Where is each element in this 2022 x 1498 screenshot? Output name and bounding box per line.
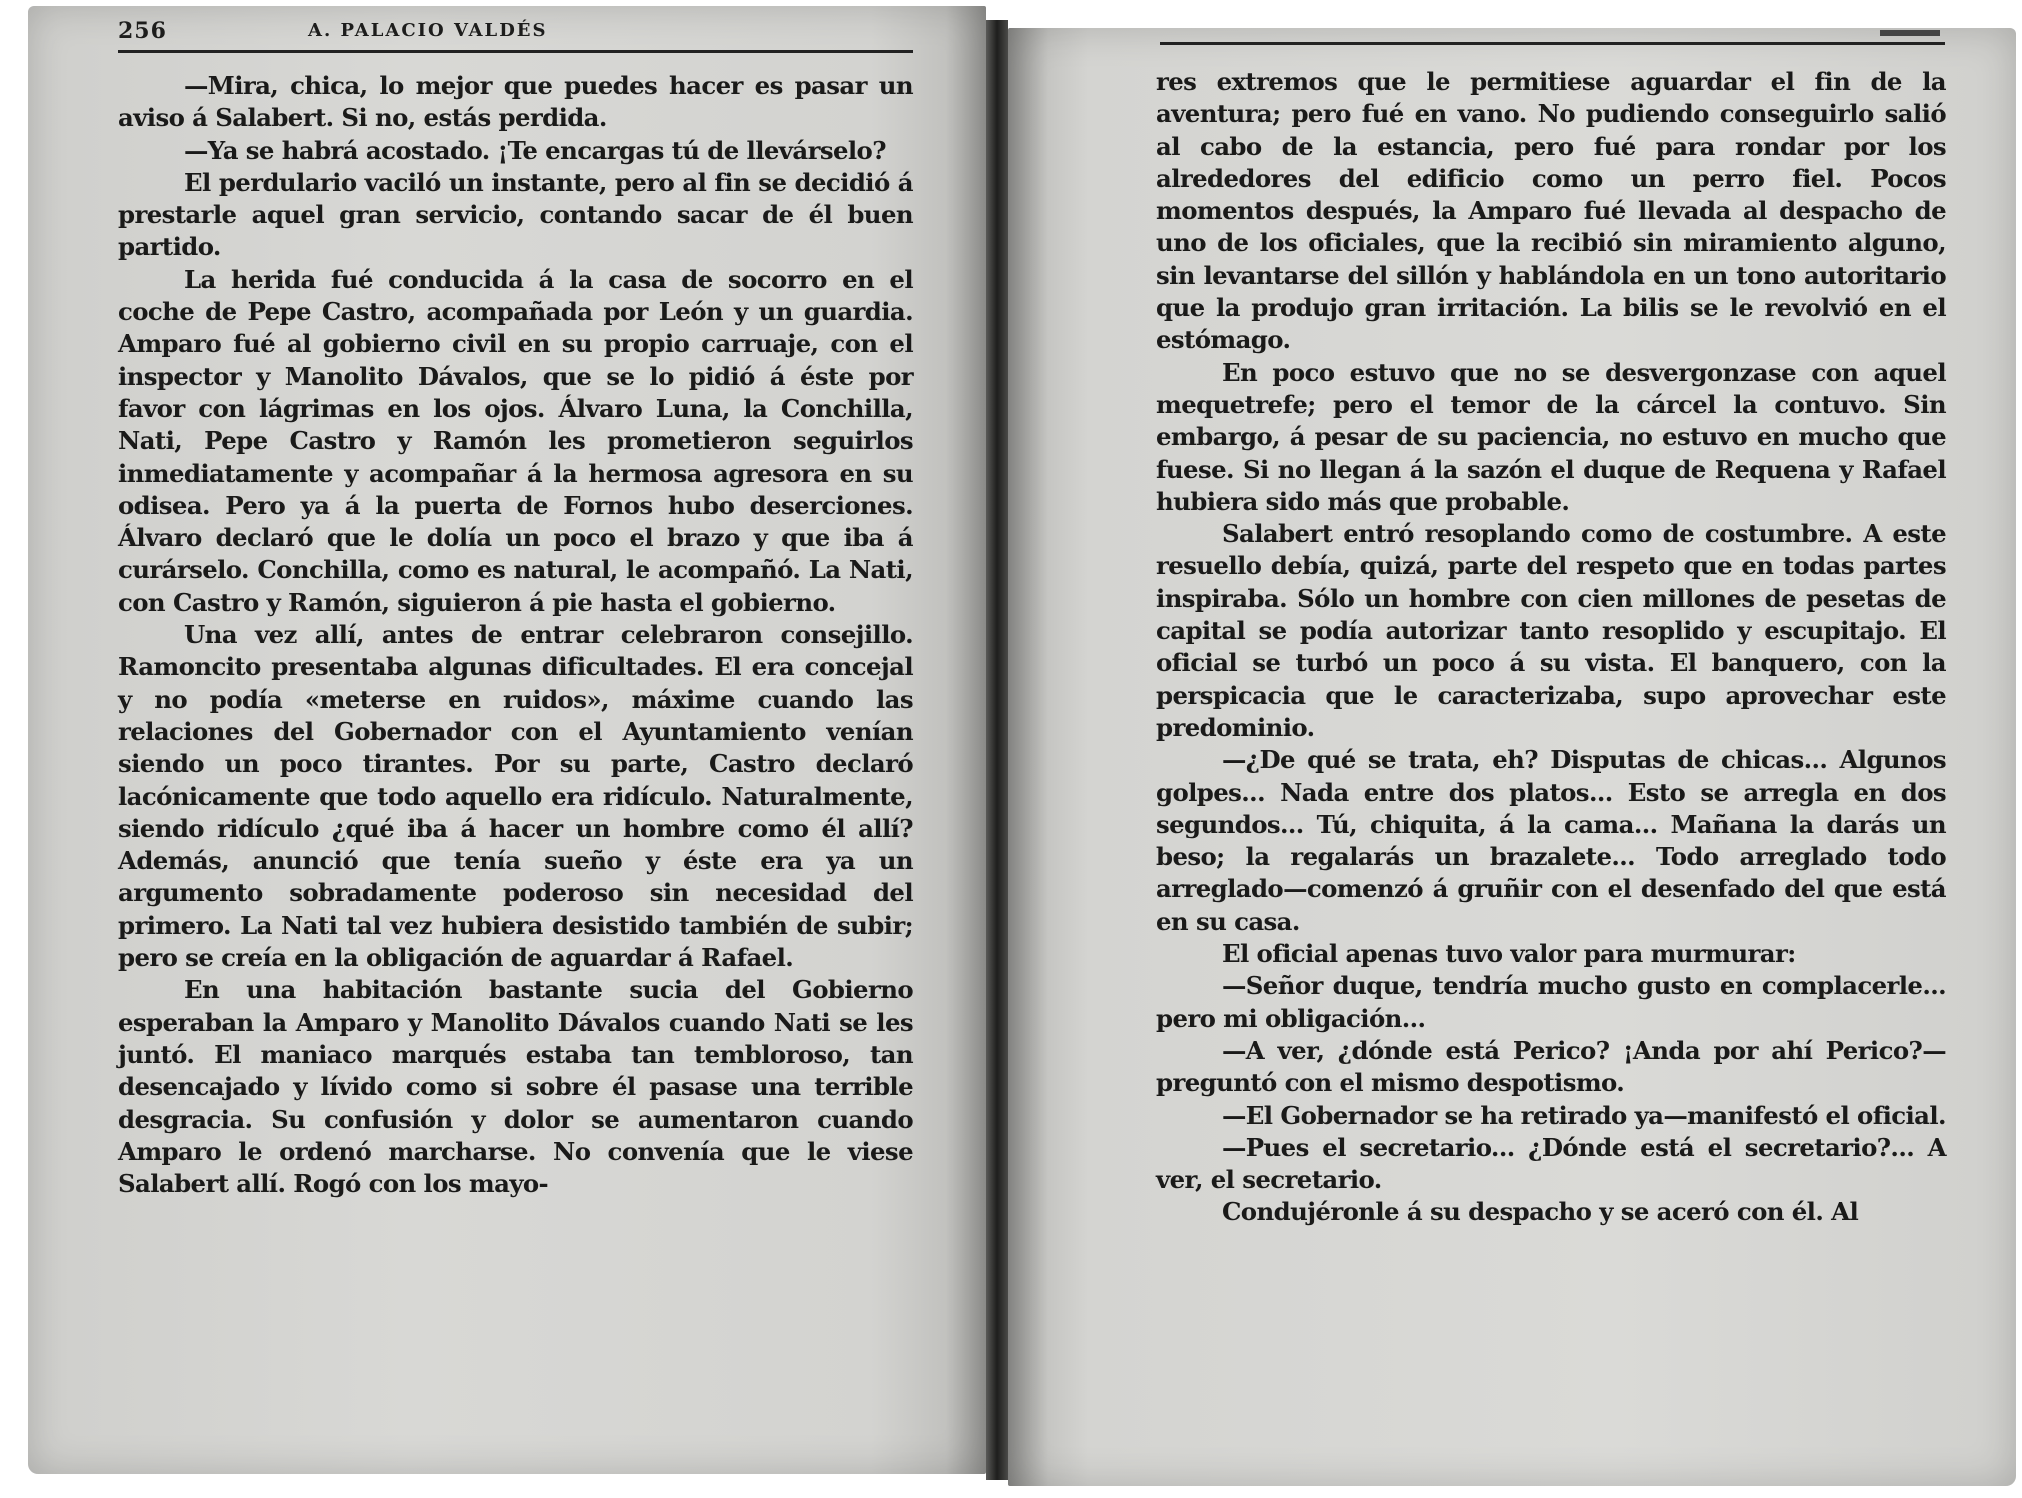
paragraph: res extremos que le permitiese aguardar el fin de la aventura; pero fué en vano. No pudiendo conseguirlo salió al cabo de la estancia, pero fué para rondar por los alrededores del edificio como un perro fiel. Pocos momentos después, la Amparo fué llevada al despacho de uno de los oficiales, que la recibió sin miramiento alguno, sin levantarse del sillón y hablándola en un tono autoritario que la produjo gran irritación. La bilis se le revolvió en el estómago.	[1156, 67, 1946, 355]
right-page-text	[1156, 66, 1946, 1229]
paragraph: El oficial apenas tuvo valor para murmurar:	[1222, 939, 1796, 969]
page-number: 256	[118, 18, 167, 44]
fold-shadow-left	[946, 6, 986, 1474]
paragraph: —Pues el secretario... ¿Dónde está el secretario?... A ver, el secretario.	[1156, 1132, 1946, 1195]
paragraph: En una habitación bastante sucia del Gobierno esperaban la Amparo y Manolito Dávalos cuando Nati se les juntó. El maniaco marqués estaba tan tembloroso, tan desencajado y lívido como si sobre él pasase una terrible desgracia. Su confusión y dolor se aumentaron cuando Amparo le ordenó marcharse. No convenía que le viese Salabert allí. Rogó con los mayo-	[118, 975, 913, 1199]
paragraph: El perdulario vaciló un instante, pero al fin se decidió á prestarle aquel gran servicio, contando sacar de él buen partido.	[118, 167, 913, 262]
paragraph: —A ver, ¿dónde está Perico? ¡Anda por ahí Perico?—preguntó con el mismo despotismo.	[1156, 1035, 1946, 1098]
paragraph: Salabert entró resoplando como de costumbre. A este resuello debía, quizá, parte del respeto que en todas partes inspiraba. Sólo un hombre con cien millones de pesetas de capital se podía autorizar tanto resoplido y escupitajo. El oficial se turbó un poco á su vista. El banquero, con la perspicacia que le caracterizaba, supo aprovechar este predominio.	[1156, 519, 1946, 742]
paragraph: —El Gobernador se ha retirado ya—manifestó el oficial.	[1222, 1100, 1946, 1130]
fold-shadow-right	[1008, 28, 1048, 1486]
paragraph: En poco estuvo que no se desvergonzase con aquel mequetrefe; pero el temor de la cárcel la contuvo. Sin embargo, á pesar de su paciencia, no estuvo en mucho que fuese. Si no llegan á la sazón el duque de Requena y Rafael hubiera sido más que probable.	[1156, 357, 1946, 516]
paragraph: —Mira, chica, lo mejor que puedes hacer es pasar un aviso á Salabert. Si no, estás perdida.	[118, 71, 913, 133]
running-title: A. PALACIO VALDÉS	[308, 20, 548, 41]
book-gutter	[986, 20, 1008, 1480]
paragraph: —¿De qué se trata, eh? Disputas de chicas... Algunos golpes... Nada entre dos platos... Esto se arregla en dos segundos... Tú, chiquita, á la cama... Mañana la darás un beso; la regalarás un brazalete... Todo arreglado todo arreglado—comenzó á gruñir con el desenfado del que está en su casa.	[1156, 745, 1946, 936]
paragraph: Condujéronle á su despacho y se aceró con él. Al	[1222, 1197, 1859, 1227]
header-rule-right	[1160, 42, 1945, 45]
paragraph: —Ya se habrá acostado. ¡Te encargas tú de llevárselo?	[184, 135, 886, 165]
paragraph: —Señor duque, tendría mucho gusto en complacerle... pero mi obligación...	[1156, 971, 1946, 1033]
left-page-header	[118, 18, 918, 44]
paragraph: Una vez allí, antes de entrar celebraron consejillo. Ramoncito presentaba algunas dificultades. El era concejal y no podía «meterse en ruidos», máxime cuando las relaciones del Gobernador con el Ayuntamiento venían siendo un poco tirantes. Por su parte, Castro declaró lacónicamente que todo aquello era ridículo. Naturalmente, siendo ridículo ¿qué iba á hacer un hombre como él allí? Además, anunció que tenía sueño y éste era ya un argumento sobradamente poderoso sin necesidad del primero. La Nati tal vez hubiera desistido también de subir; pero se creía en la obligación de aguardar á Rafael.	[118, 620, 913, 973]
left-page-text	[118, 70, 913, 1200]
header-mark-right	[1880, 30, 1940, 36]
header-rule-left	[118, 50, 913, 53]
paragraph: La herida fué conducida á la casa de socorro en el coche de Pepe Castro, acompañada por León y un guardia. Amparo fué al gobierno civil en su propio carruaje, con el inspector y Manolito Dávalos, que se lo pidió á éste por favor con lágrimas en los ojos. Álvaro Luna, la Conchilla, Nati, Pepe Castro y Ramón les prometieron seguirlos inmediatamente y acompañar á la hermosa agresora en su odisea. Pero ya á la puerta de Fornos hubo deserciones. Álvaro declaró que le dolía un poco el brazo y que iba á curárselo. Conchilla, como es natural, le acompañó. La Nati, con Castro y Ramón, siguieron á pie hasta el gobierno.	[118, 264, 913, 617]
